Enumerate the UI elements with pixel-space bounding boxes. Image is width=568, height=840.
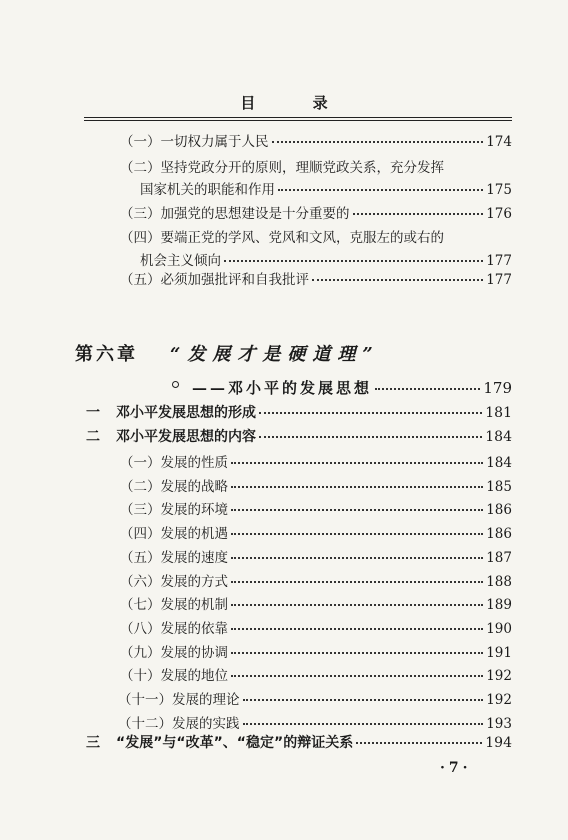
section-entry bbox=[86, 732, 512, 752]
page-ref: 187 bbox=[486, 550, 512, 566]
dot-leader bbox=[259, 436, 482, 438]
toc-entry bbox=[120, 664, 512, 684]
chapter-label: 第六章 bbox=[75, 344, 138, 365]
page-ref: 188 bbox=[486, 574, 512, 590]
toc-entry bbox=[140, 178, 512, 198]
page-ref: 194 bbox=[485, 735, 512, 751]
header-rule bbox=[84, 120, 512, 121]
entry-line: （二）坚持党政分开的原则，理顺党政关系，充分发挥 bbox=[120, 160, 444, 176]
entry-title: （一）一切权力属于人民 bbox=[120, 134, 269, 150]
dot-leader bbox=[312, 279, 483, 281]
chapter-heading bbox=[75, 340, 380, 366]
toc-entry bbox=[120, 475, 512, 495]
page-ref: 192 bbox=[486, 692, 512, 708]
chapter-subtitle: ——邓小平的发展思想 bbox=[192, 379, 373, 397]
page-ref: 174 bbox=[486, 134, 512, 150]
page-ref: 192 bbox=[486, 668, 512, 684]
toc-entry bbox=[120, 522, 512, 542]
entry-title: （一）发展的性质 bbox=[120, 455, 228, 471]
entry-title: （五）必须加强批评和自我批评 bbox=[120, 272, 309, 288]
dot-leader bbox=[231, 509, 483, 511]
page-ref: 179 bbox=[483, 379, 512, 397]
dot-leader bbox=[224, 260, 483, 262]
page-ref: 177 bbox=[486, 272, 512, 288]
toc-entry bbox=[140, 249, 512, 269]
dot-leader bbox=[231, 675, 483, 677]
section-number: 一 bbox=[86, 405, 100, 421]
entry-title: （三）加强党的思想建设是十分重要的 bbox=[120, 206, 350, 222]
dot-leader bbox=[231, 581, 483, 583]
entry-title: （十）发展的地位 bbox=[120, 668, 228, 684]
page-ref: 193 bbox=[486, 716, 512, 732]
dot-leader bbox=[259, 412, 482, 414]
dot-leader bbox=[243, 723, 484, 725]
dot-leader bbox=[272, 141, 484, 143]
toc-entry bbox=[120, 268, 512, 288]
section-number: 三 bbox=[86, 735, 100, 751]
dot-leader bbox=[231, 652, 483, 654]
section-entry bbox=[86, 402, 512, 422]
page-ref: 191 bbox=[486, 645, 512, 661]
dot-leader bbox=[353, 213, 484, 215]
entry-title: （九）发展的协调 bbox=[120, 645, 228, 661]
dot-leader bbox=[231, 462, 483, 464]
entry-title: （八）发展的依靠 bbox=[120, 621, 228, 637]
dot-leader bbox=[375, 388, 480, 390]
page-ref: 177 bbox=[486, 253, 512, 269]
page-ref: 185 bbox=[486, 479, 512, 495]
entry-title: （六）发展的方式 bbox=[120, 574, 228, 590]
entry-title: （四）发展的机遇 bbox=[120, 526, 228, 542]
dot-leader bbox=[231, 557, 483, 559]
section-title: “发展”与“改革”、“稳定”的辩证关系 bbox=[116, 735, 354, 751]
toc-entry bbox=[120, 593, 512, 613]
section-title: 邓小平发展思想的内容 bbox=[116, 429, 256, 445]
entry-title: 机会主义倾向 bbox=[140, 253, 221, 269]
page-ref: 184 bbox=[486, 455, 512, 471]
entry-title: （十二）发展的实践 bbox=[118, 716, 240, 732]
page-ref: 175 bbox=[486, 182, 512, 198]
dot-leader bbox=[231, 486, 483, 488]
toc-entry bbox=[120, 570, 512, 590]
toc-entry bbox=[120, 202, 512, 222]
page-ref: 184 bbox=[485, 429, 512, 445]
entry-line: （四）要端正党的学风、党风和文风，克服左的或右的 bbox=[120, 230, 444, 246]
entry-title: （五）发展的速度 bbox=[120, 550, 228, 566]
toc-entry bbox=[120, 498, 512, 518]
chapter-title: “发展才是硬道理” bbox=[170, 344, 380, 365]
dot-leader bbox=[231, 604, 483, 606]
toc-entry bbox=[118, 688, 512, 708]
section-title: 邓小平发展思想的形成 bbox=[116, 405, 256, 421]
page-ref: 190 bbox=[486, 621, 512, 637]
entry-title: （二）发展的战略 bbox=[120, 479, 228, 495]
page-ref: 176 bbox=[486, 206, 512, 222]
toc-entry bbox=[120, 451, 512, 471]
header-rule bbox=[84, 117, 512, 118]
section-number: 二 bbox=[86, 429, 100, 445]
chapter-subtitle-entry bbox=[170, 377, 512, 398]
entry-title: （十一）发展的理论 bbox=[118, 692, 240, 708]
page-number: ·7· bbox=[440, 760, 472, 776]
toc-entry bbox=[120, 617, 512, 637]
toc-entry bbox=[120, 641, 512, 661]
dot-leader bbox=[243, 699, 484, 701]
page-ref: 189 bbox=[486, 597, 512, 613]
toc-entry bbox=[120, 546, 512, 566]
entry-title: （七）发展的机制 bbox=[120, 597, 228, 613]
page-header-title: 目 录 bbox=[240, 94, 354, 112]
dot-leader bbox=[278, 189, 483, 191]
section-entry bbox=[86, 426, 512, 446]
dot-leader bbox=[231, 533, 483, 535]
page-ref: 181 bbox=[485, 405, 512, 421]
page-ref: 186 bbox=[486, 502, 512, 518]
page-ref: 186 bbox=[486, 526, 512, 542]
dot-leader bbox=[231, 628, 483, 630]
entry-title: 国家机关的职能和作用 bbox=[140, 182, 275, 198]
dot-leader bbox=[356, 742, 482, 744]
toc-entry bbox=[120, 130, 512, 150]
toc-entry bbox=[118, 712, 512, 732]
entry-title: （三）发展的环境 bbox=[120, 502, 228, 518]
